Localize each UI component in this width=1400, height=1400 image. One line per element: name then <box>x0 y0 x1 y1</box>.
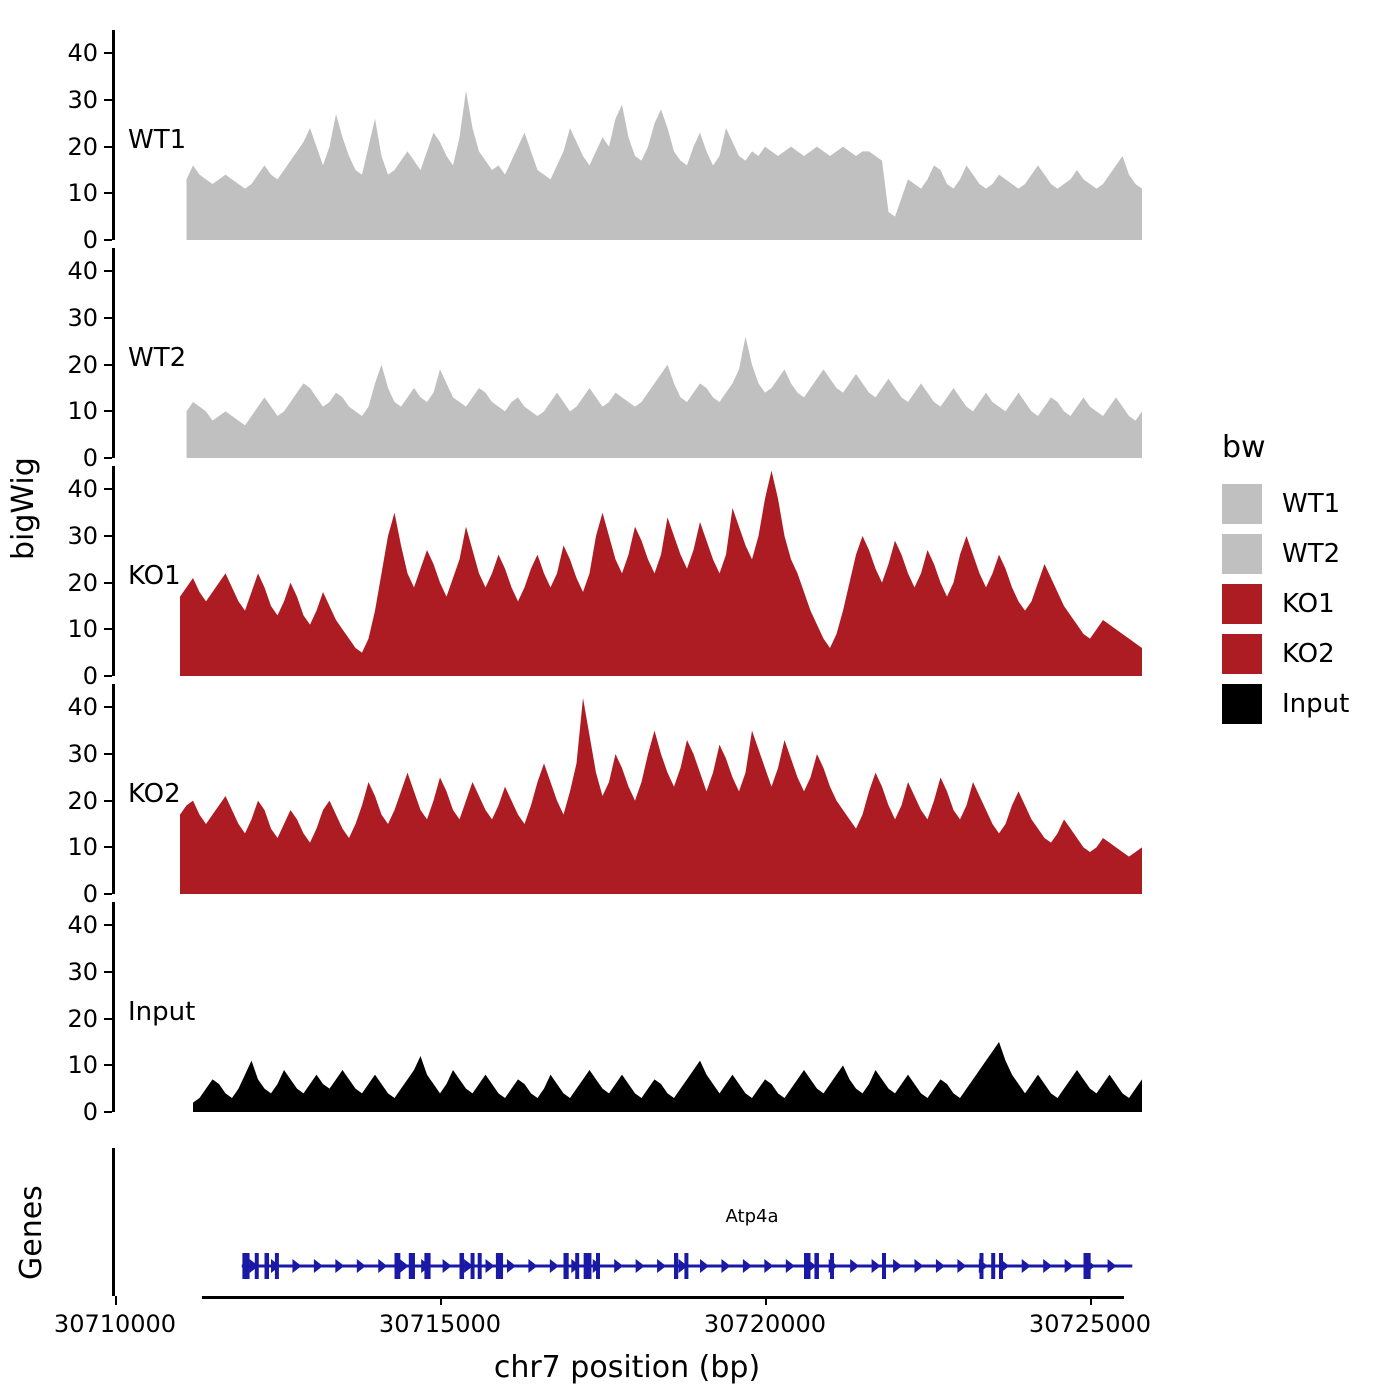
y-tick-label: 30 <box>67 522 98 550</box>
y-tick-label: 40 <box>67 693 98 722</box>
y-tick-label: 30 <box>67 86 98 114</box>
legend-item-ko2[interactable] <box>1222 629 1392 679</box>
y-tick-label: 0 <box>82 226 98 254</box>
x-tick-label: 30720000 <box>703 1310 827 1338</box>
y-tick <box>104 582 112 584</box>
legend <box>1222 430 1392 729</box>
y-tick-label: 0 <box>82 444 98 472</box>
track-area-ko1 <box>115 466 1142 676</box>
y-axis-title: bigWig <box>6 457 41 560</box>
y-tick-label: 0 <box>82 662 98 690</box>
y-tick-label: 30 <box>67 304 98 332</box>
legend-swatch-icon <box>1222 684 1262 724</box>
legend-swatch-icon <box>1222 534 1262 574</box>
y-tick-label: 10 <box>67 615 98 644</box>
y-tick <box>104 706 112 708</box>
legend-item-label: KO2 <box>1282 639 1335 669</box>
y-tick-label: 10 <box>67 397 98 426</box>
y-tick <box>104 924 112 926</box>
y-tick-label: 10 <box>67 1051 98 1080</box>
y-tick-label: 0 <box>82 880 98 908</box>
legend-title: bw <box>1222 430 1266 465</box>
track-panel-wt1 <box>67 30 1142 254</box>
legend-item-label: WT2 <box>1282 539 1341 569</box>
track-label-input: Input <box>128 996 196 1027</box>
y-tick <box>104 146 112 148</box>
x-tick <box>765 1296 767 1305</box>
track-label-ko1: KO1 <box>128 560 181 591</box>
track-area-wt1 <box>115 30 1142 240</box>
track-panel-wt2 <box>67 248 1142 472</box>
y-tick <box>104 457 112 459</box>
track-label-ko2: KO2 <box>128 778 181 809</box>
y-tick <box>104 753 112 755</box>
y-tick-label: 20 <box>67 1004 98 1033</box>
y-tick <box>104 270 112 272</box>
y-tick-label: 40 <box>67 39 98 68</box>
legend-swatch-icon <box>1222 484 1262 524</box>
x-axis <box>53 1296 1152 1356</box>
track-area-input <box>115 902 1142 1112</box>
track-area-wt2 <box>115 248 1142 458</box>
y-tick-label: 30 <box>67 958 98 986</box>
genes-axis-title: Genes <box>14 1185 49 1280</box>
y-tick <box>104 488 112 490</box>
y-tick <box>104 628 112 630</box>
genes-track <box>112 1148 1142 1296</box>
track-label-wt2: WT2 <box>128 342 187 373</box>
y-tick-label: 10 <box>67 179 98 208</box>
track-panel-input <box>67 902 1142 1126</box>
legend-item-label: KO1 <box>1282 589 1335 619</box>
y-axis-ticks <box>67 902 112 1126</box>
y-tick <box>104 535 112 537</box>
y-axis-ticks <box>67 30 112 254</box>
x-tick-label: 30715000 <box>378 1310 502 1338</box>
legend-item-wt2[interactable] <box>1222 529 1392 579</box>
y-tick-label: 20 <box>67 350 98 379</box>
track-label-wt1: WT1 <box>128 124 187 155</box>
y-tick-label: 20 <box>67 132 98 161</box>
gene-label: Atp4a <box>725 1206 779 1227</box>
y-tick-label: 20 <box>67 786 98 815</box>
legend-swatch-icon <box>1222 584 1262 624</box>
track-panel-ko1 <box>67 466 1142 690</box>
legend-swatch-icon <box>1222 634 1262 674</box>
x-axis-title: chr7 position (bp) <box>493 1350 761 1385</box>
y-tick <box>104 99 112 101</box>
legend-items <box>1222 479 1392 729</box>
x-tick <box>1090 1296 1092 1305</box>
y-tick <box>104 239 112 241</box>
legend-item-label: WT1 <box>1282 489 1341 519</box>
y-tick-label: 30 <box>67 740 98 768</box>
x-tick <box>440 1296 442 1305</box>
y-axis-ticks <box>67 684 112 908</box>
legend-item-label: Input <box>1282 689 1350 719</box>
y-tick <box>104 192 112 194</box>
legend-item-wt1[interactable] <box>1222 479 1392 529</box>
track-area-ko2 <box>115 684 1142 894</box>
y-tick-label: 40 <box>67 911 98 940</box>
y-axis-ticks <box>67 248 112 472</box>
x-axis-line <box>202 1296 1124 1299</box>
y-tick-label: 10 <box>67 833 98 862</box>
y-tick <box>104 52 112 54</box>
track-panel-ko2 <box>67 684 1142 908</box>
gene-model <box>115 1148 1142 1296</box>
y-tick-label: 0 <box>82 1098 98 1126</box>
y-tick-label: 40 <box>67 257 98 286</box>
y-tick <box>104 1064 112 1066</box>
y-tick <box>104 364 112 366</box>
y-tick <box>104 1111 112 1113</box>
y-tick <box>104 675 112 677</box>
y-tick <box>104 846 112 848</box>
y-tick <box>104 893 112 895</box>
y-tick-label: 40 <box>67 475 98 504</box>
y-tick <box>104 971 112 973</box>
x-tick-label: 30710000 <box>53 1310 177 1338</box>
y-tick-label: 20 <box>67 568 98 597</box>
y-tick <box>104 317 112 319</box>
y-tick <box>104 800 112 802</box>
legend-item-ko1[interactable] <box>1222 579 1392 629</box>
x-tick <box>115 1296 117 1305</box>
y-tick <box>104 410 112 412</box>
y-tick <box>104 1018 112 1020</box>
x-tick-label: 30725000 <box>1028 1310 1152 1338</box>
y-axis-ticks <box>67 466 112 690</box>
legend-item-input[interactable] <box>1222 679 1392 729</box>
